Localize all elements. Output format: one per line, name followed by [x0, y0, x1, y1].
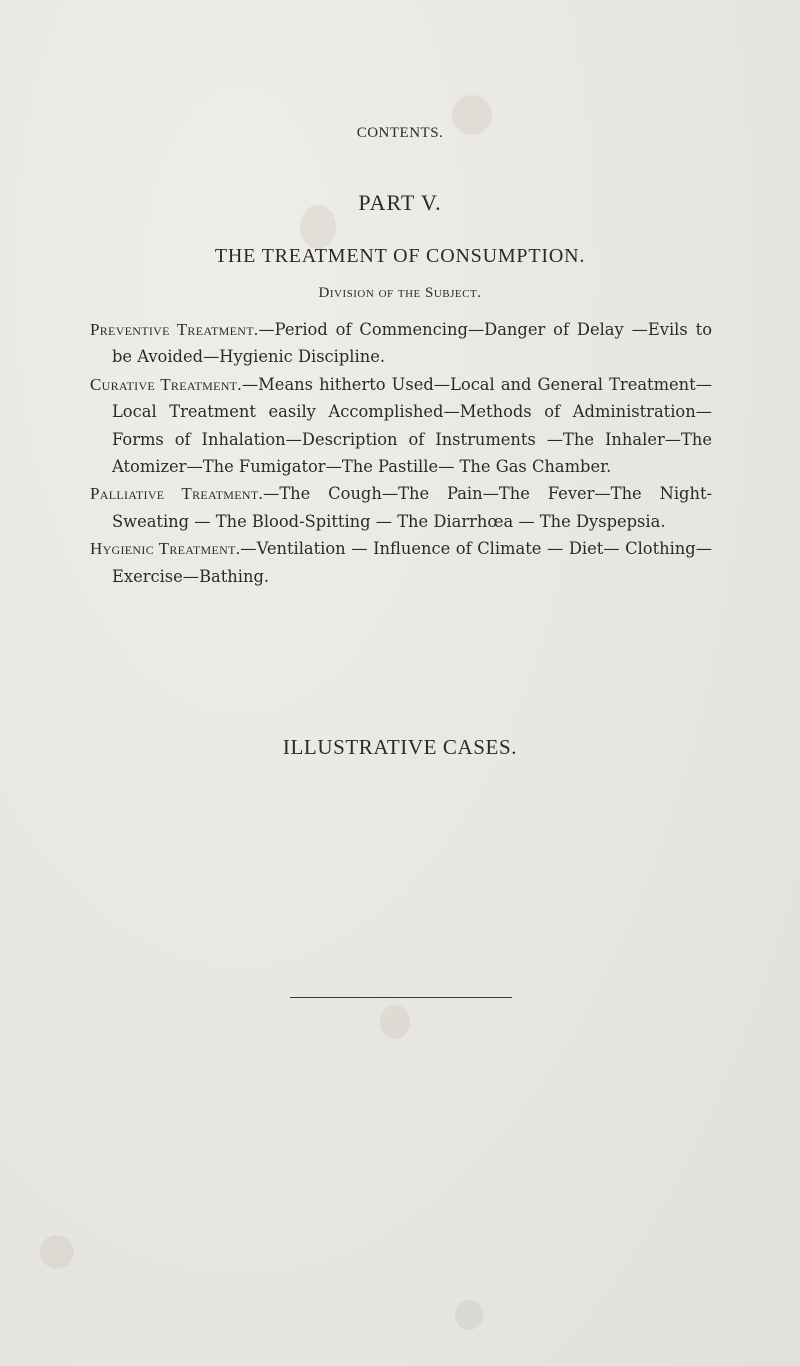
part-title: PART V. [358, 190, 442, 215]
entry-lead: Palliative Treatment. [90, 484, 264, 504]
entry-text: —The Cough—The Pain—The Fever—The Night-Sweating — The Blood-Spitting — The Diarrhœa — The Dyspepsia. [112, 484, 712, 531]
entry-text: —Ventilation — Influence of Climate — Diet— Clothing—Exercise—Bathing. [112, 539, 712, 586]
chapter-title: THE TREATMENT OF CONSUMPTION. [214, 245, 586, 267]
paper-stain [455, 1300, 483, 1330]
illustrative-cases-heading: ILLUSTRATIVE CASES. [282, 735, 518, 759]
entry-lead: Hygienic Treatment. [90, 539, 241, 559]
contents-entry [90, 371, 712, 481]
entry-lead: Preventive Treatment. [90, 320, 259, 339]
entry-text: —Period of Commencing—Danger of Delay —Evils to be Avoided—Hygienic Discipline. [112, 320, 712, 367]
contents-entry [90, 480, 712, 535]
contents-entry [90, 535, 712, 590]
division-subtitle: Division of the Subject. [318, 285, 482, 301]
running-head: CONTENTS. [356, 125, 444, 141]
horizontal-rule [290, 997, 512, 998]
paper-stain [380, 1005, 410, 1039]
paper-stain [40, 1235, 74, 1269]
entry-text: —Means hitherto Used—Local and General Treatment—Local Treatment easily Accomplished—Methods of Administration—Forms of Inhalation—Description of Instruments —The Inhaler—The Atomizer—The Fumigator—The Pastille— The Gas Chamber. [112, 374, 712, 477]
contents-entry [90, 316, 712, 371]
contents-entries [90, 316, 712, 590]
entry-lead: Curative Treatment. [90, 374, 242, 394]
